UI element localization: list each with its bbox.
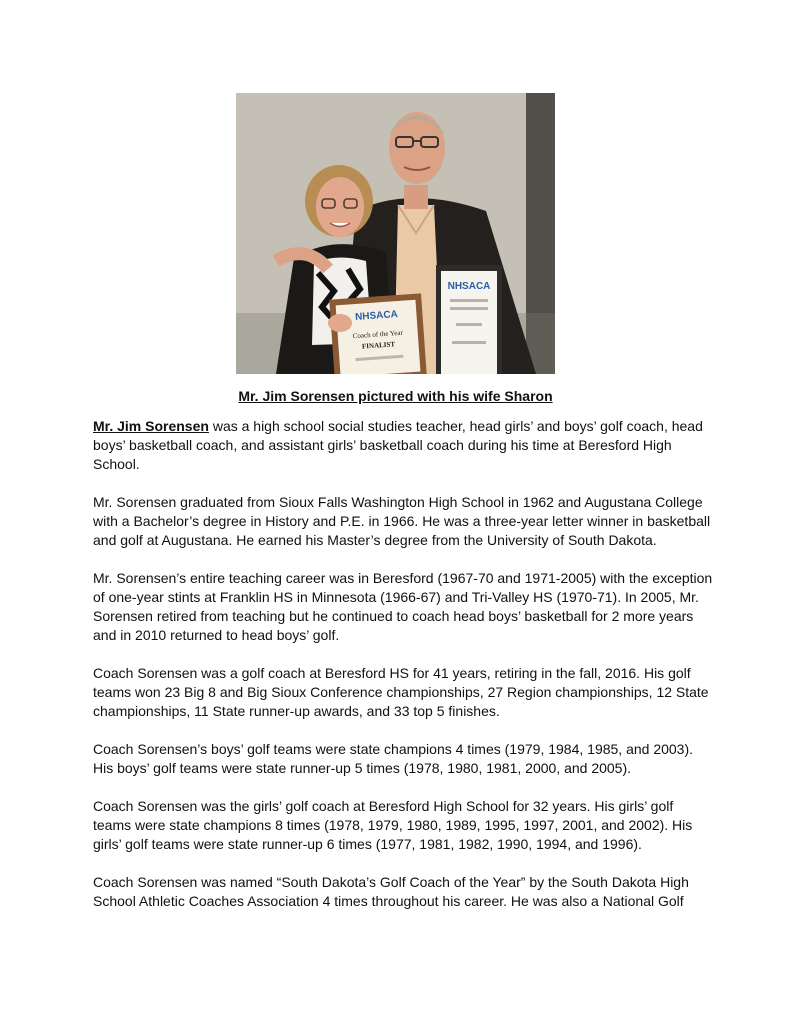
paragraph-golf-record: Coach Sorensen was a golf coach at Beresford HS for 41 years, retiring in the fall, 2016. His golf teams won 23 Big 8 and Big Sioux Conference championships, 27 Region championships, 12 State championships, 11 State runner-up awards, and 33 top 5 finishes.: [93, 665, 709, 719]
article-body: [93, 417, 713, 930]
left-award-line2: FINALIST: [361, 340, 396, 351]
right-award-brand: NHSACA: [447, 281, 491, 292]
left-award-line1: Coach of the Year: [352, 328, 404, 341]
paragraph-girls-golf: Coach Sorensen was the girls’ golf coach at Beresford High School for 32 years. His girls’ golf teams were state champions 8 times (1978, 1979, 1980, 1989, 1995, 1997, 2001, and 2002). His girls’ golf teams were state runner-up 6 times (1977, 1981, 1982, 1990, 1994, and 1996).: [93, 798, 693, 852]
left-award-brand: NHSACA: [354, 309, 399, 323]
paragraph-education: Mr. Sorensen graduated from Sioux Falls Washington High School in 1962 and Augustana College with a Bachelor’s degree in History and P.E. in 1966. He was a three-year letter winner in basketball and golf at Augustana. He earned his Master’s degree from the University of South Dakota.: [93, 494, 711, 548]
photo-caption: Mr. Jim Sorensen pictured with his wife Sharon: [238, 388, 553, 404]
photo-illustration: [236, 93, 555, 374]
paragraph-awards: Coach Sorensen was named “South Dakota’s Golf Coach of the Year” by the South Dakota High School Athletic Coaches Association 4 times throughout his career. He was also a National Golf: [93, 874, 689, 909]
intro-text: was a high school social studies teacher, head girls’ and boys’ golf coach, head boys’ basketball coach, and assistant girls’ basketball coach during his time at Beresford High School.: [93, 418, 703, 472]
paragraph-boys-golf: Coach Sorensen’s boys’ golf teams were state champions 4 times (1979, 1984, 1985, and 2003). His boys’ golf teams were state runner-up 5 times (1978, 1980, 1981, 2000, and 2005).: [93, 741, 694, 776]
paragraph-teaching-career: Mr. Sorensen’s entire teaching career was in Beresford (1967-70 and 1971-2005) with the exception of one-year stints at Franklin HS in Minnesota (1966-67) and Tri-Valley HS (1970-71). In 2005, Mr. Sorensen retired from teaching but he continued to coach head boys’ basketball for 2 more years and in 2010 returned to head boys’ golf.: [93, 570, 713, 643]
couple-photo: [236, 93, 555, 374]
paragraph-intro: [93, 417, 713, 474]
subject-name: Mr. Jim Sorensen: [93, 418, 209, 434]
